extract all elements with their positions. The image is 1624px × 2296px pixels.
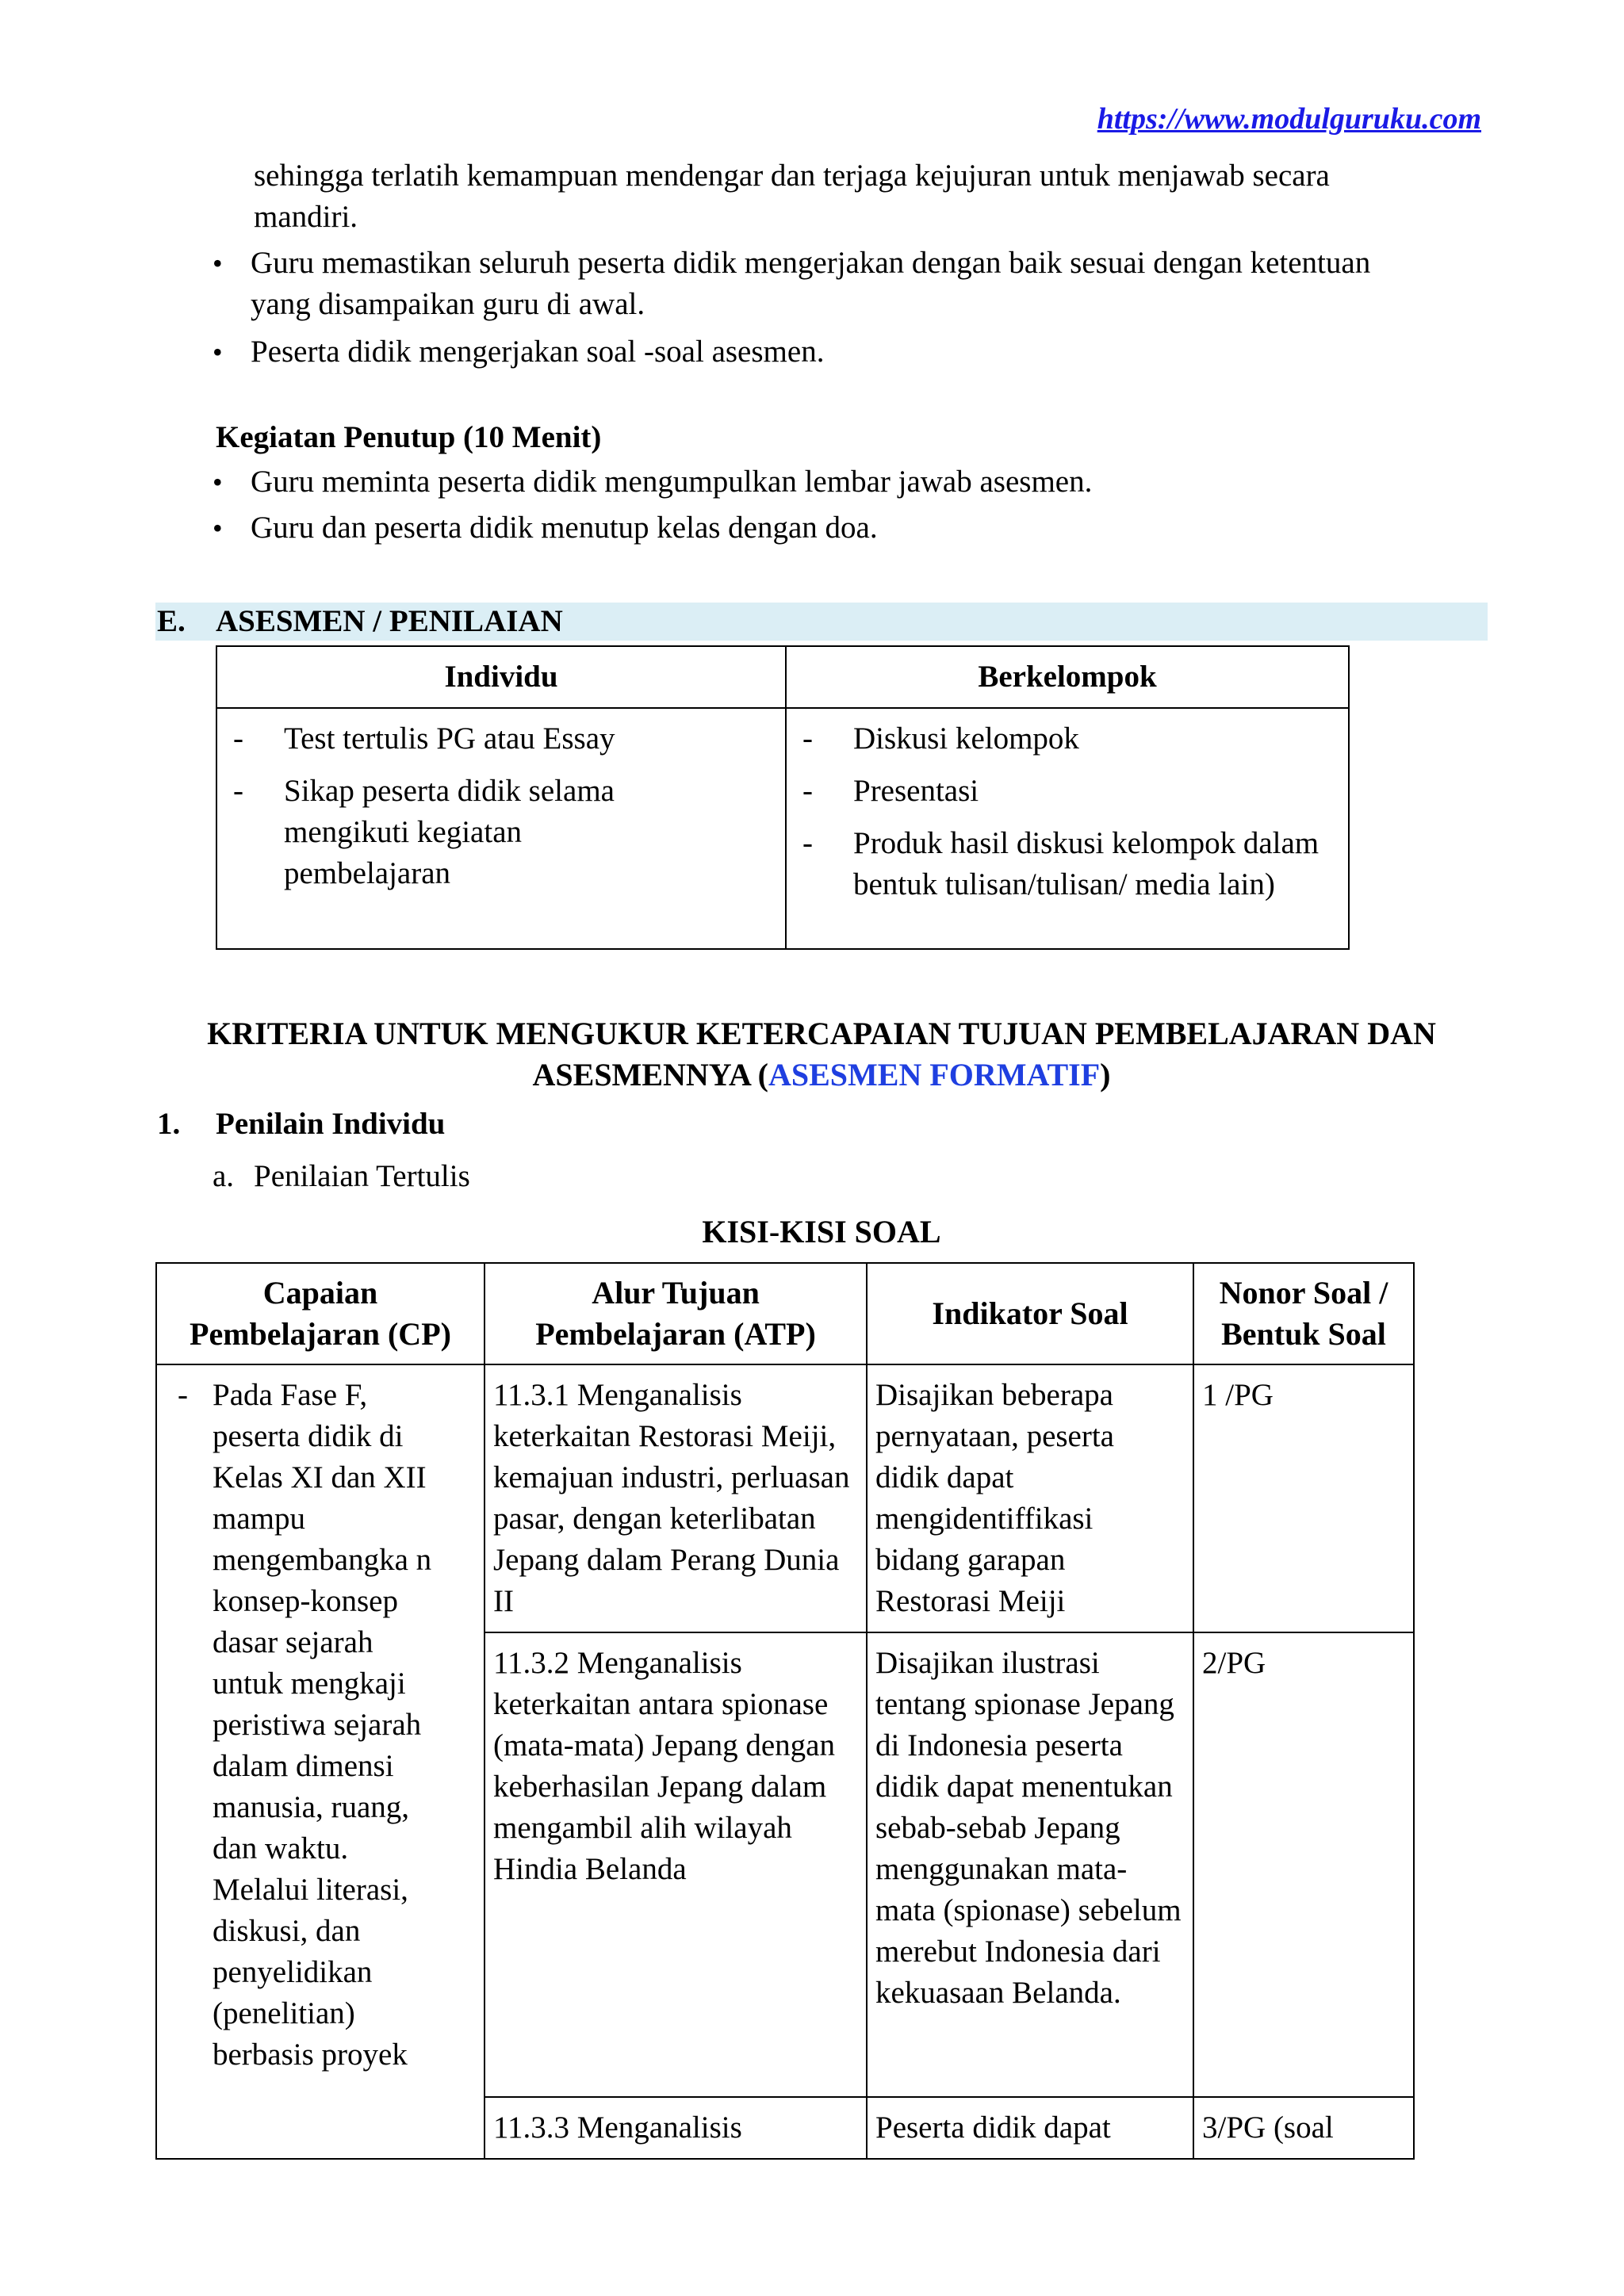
header-nomor: Nonor Soal / Bentuk Soal bbox=[1193, 1263, 1414, 1364]
kisi-title: KISI-KISI SOAL bbox=[702, 1214, 941, 1249]
header-atp: Alur Tujuan Pembelajaran (ATP) bbox=[485, 1263, 867, 1364]
list-item: - Test tertulis PG atau Essay bbox=[230, 718, 772, 760]
sub-title: Penilaian Tertulis bbox=[254, 1159, 470, 1193]
list-item: - Presentasi bbox=[799, 771, 1335, 812]
berkelompok-cell bbox=[786, 708, 1349, 949]
penilaian-number: 1. bbox=[157, 1107, 181, 1141]
cp-cell: - Pada Fase F, peserta didik di Kelas XI dan XII mampu mengembangka n konsep-konsep dasar sejarah untuk mengkaji peristiwa sejarah dalam dimensi manusia, ruang, dan waktu. Melalui literasi, diskusi, dan penyelidikan (penelitian) berbasis proyek bbox=[156, 1364, 485, 2159]
header-individu: Individu bbox=[216, 646, 786, 708]
list-item: - Produk hasil diskusi kelompok dalam bentuk tulisan/tulisan/ media lain) bbox=[799, 823, 1335, 905]
header-berkelompok: Berkelompok bbox=[786, 646, 1349, 708]
asesmen-table bbox=[216, 645, 1350, 950]
list-item: - Diskusi kelompok bbox=[799, 718, 1335, 760]
asesmen-formatif-label: ASESMEN FORMATIF bbox=[768, 1057, 1101, 1093]
atp-cell: 11.3.3 Menganalisis bbox=[485, 2097, 867, 2159]
nomor-cell: 1 /PG bbox=[1193, 1364, 1414, 1632]
list-item: • Peserta didik mengerjakan soal -soal asesmen. bbox=[213, 331, 1497, 373]
nomor-cell: 3/PG (soal bbox=[1193, 2097, 1414, 2159]
top-bullet-list bbox=[213, 155, 1497, 373]
cp-text: Pada Fase F, peserta didik di Kelas XI dan XII mampu mengembangka n konsep-konsep dasar sejarah untuk mengkaji peristiwa sejarah dalam dimensi manusia, ruang, dan waktu. Melalui literasi, diskusi, dan penyelidikan (penelitian) berbasis proyek bbox=[213, 1378, 432, 2072]
section-e-title: ASESMEN / PENILAIAN bbox=[216, 604, 563, 638]
header-indikator: Indikator Soal bbox=[867, 1263, 1193, 1364]
penilaian-title: Penilain Individu bbox=[216, 1107, 446, 1141]
section-e-letter: E. bbox=[157, 604, 186, 638]
individu-cell bbox=[216, 708, 786, 949]
list-item: - Sikap peserta didik selama mengikuti kegiatan pembelajaran bbox=[230, 771, 772, 894]
atp-cell: 11.3.2 Menganalisis keterkaitan antara spionase (mata-mata) Jepang dengan keberhasilan Jepang dalam mengambil alih wilayah Hindia Belanda bbox=[485, 1632, 867, 2097]
penutup-list bbox=[213, 461, 1497, 549]
kriteria-heading: KRITERIA UNTUK MENGUKUR KETERCAPAIAN TUJUAN PEMBELAJARAN DAN ASESMENNYA (ASESMEN FORMATIF) bbox=[207, 1016, 1436, 1093]
indikator-cell: Disajikan ilustrasi tentang spionase Jepang di Indonesia peserta didik dapat menentukan sebab-sebab Jepang menggunakan mata-mata (spionase) sebelum merebut Indonesia dari kekuasaan Belanda. bbox=[867, 1632, 1193, 2097]
kisi-table bbox=[155, 1262, 1415, 2160]
header-cp: Capaian Pembelajaran (CP) bbox=[156, 1263, 485, 1364]
indikator-cell: Disajikan beberapa pernyataan, peserta didik dapat mengidentiffikasi bidang garapan Restorasi Meiji bbox=[867, 1364, 1193, 1632]
nomor-cell: 2/PG bbox=[1193, 1632, 1414, 2097]
list-item: • Guru dan peserta didik menutup kelas dengan doa. bbox=[213, 507, 1497, 549]
list-item: • Guru memastikan seluruh peserta didik mengerjakan dengan baik sesuai dengan ketentuan yang disampaikan guru di awal. bbox=[213, 243, 1497, 325]
header-url-link[interactable]: https://www.modulguruku.com bbox=[1097, 102, 1481, 136]
atp-cell: 11.3.1 Menganalisis keterkaitan Restorasi Meiji, kemajuan industri, perluasan pasar, dengan keterlibatan Jepang dalam Perang Dunia II bbox=[485, 1364, 867, 1632]
sub-letter: a. bbox=[213, 1159, 235, 1193]
indikator-cell: Peserta didik dapat bbox=[867, 2097, 1193, 2159]
penutup-heading: Kegiatan Penutup (10 Menit) bbox=[216, 420, 602, 454]
list-item: • Guru meminta peserta didik mengumpulkan lembar jawab asesmen. bbox=[213, 461, 1497, 503]
continuation-text: sehingga terlatih kemampuan mendengar dan terjaga kejujuran untuk menjawab secara mandiri. bbox=[254, 159, 1330, 234]
